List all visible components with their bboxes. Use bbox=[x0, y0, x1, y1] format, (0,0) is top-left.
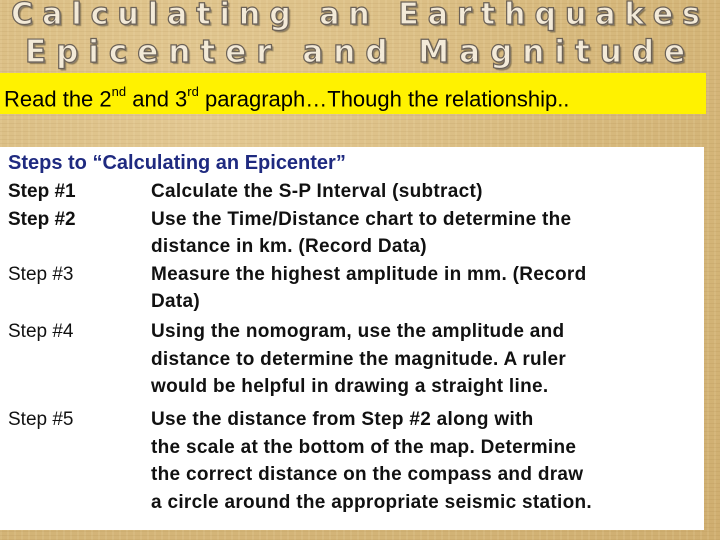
step-text-line: Using the nomogram, use the amplitude and bbox=[151, 321, 565, 342]
step-text-line: a circle around the appropriate seismic station. bbox=[151, 491, 592, 513]
steps-heading: Steps to “Calculating an Epicenter” bbox=[8, 152, 346, 174]
step-label: Step #1 bbox=[8, 181, 76, 202]
banner-text-2: and 3 bbox=[126, 86, 188, 112]
step-text-line: would be helpful in drawing a straight line. bbox=[151, 376, 549, 397]
step-text-line: the scale at the bottom of the map. Determine bbox=[151, 436, 577, 458]
step-text bbox=[151, 206, 701, 261]
step-text-line: Calculate the S-P Interval (subtract) bbox=[151, 181, 483, 202]
step-text-line: Data) bbox=[151, 291, 201, 312]
instruction-banner bbox=[0, 73, 706, 114]
slide-title-line-1: Calculating an Earthquakes bbox=[11, 0, 709, 32]
step-text bbox=[151, 406, 701, 516]
step-text-line: Use the distance from Step #2 along with bbox=[151, 409, 534, 430]
banner-sup-1: nd bbox=[111, 84, 127, 99]
step-text-line: Use the Time/Distance chart to determine the bbox=[151, 208, 572, 230]
step-text-line: distance in km. (Record Data) bbox=[151, 236, 427, 257]
banner-sup-2: rd bbox=[187, 84, 199, 99]
banner-text-3: paragraph…Though the relationship.. bbox=[198, 86, 570, 112]
banner-text-1: Read the 2 bbox=[4, 86, 112, 112]
step-text-line: the correct distance on the compass and draw bbox=[151, 464, 584, 485]
step-text bbox=[151, 261, 701, 316]
steps-panel bbox=[0, 147, 704, 530]
step-text bbox=[151, 318, 701, 401]
step-text-line: distance to determine the magnitude. A ruler bbox=[151, 348, 567, 370]
step-text-line: Measure the highest amplitude in mm. (Record bbox=[151, 263, 587, 285]
slide-title-line-2: Epicenter and Magnitude bbox=[24, 34, 696, 70]
step-label: Step #5 bbox=[8, 409, 74, 430]
step-text bbox=[151, 178, 701, 206]
step-label: Step #2 bbox=[8, 208, 76, 230]
step-label: Step #3 bbox=[8, 263, 74, 285]
step-label: Step #4 bbox=[8, 321, 74, 342]
